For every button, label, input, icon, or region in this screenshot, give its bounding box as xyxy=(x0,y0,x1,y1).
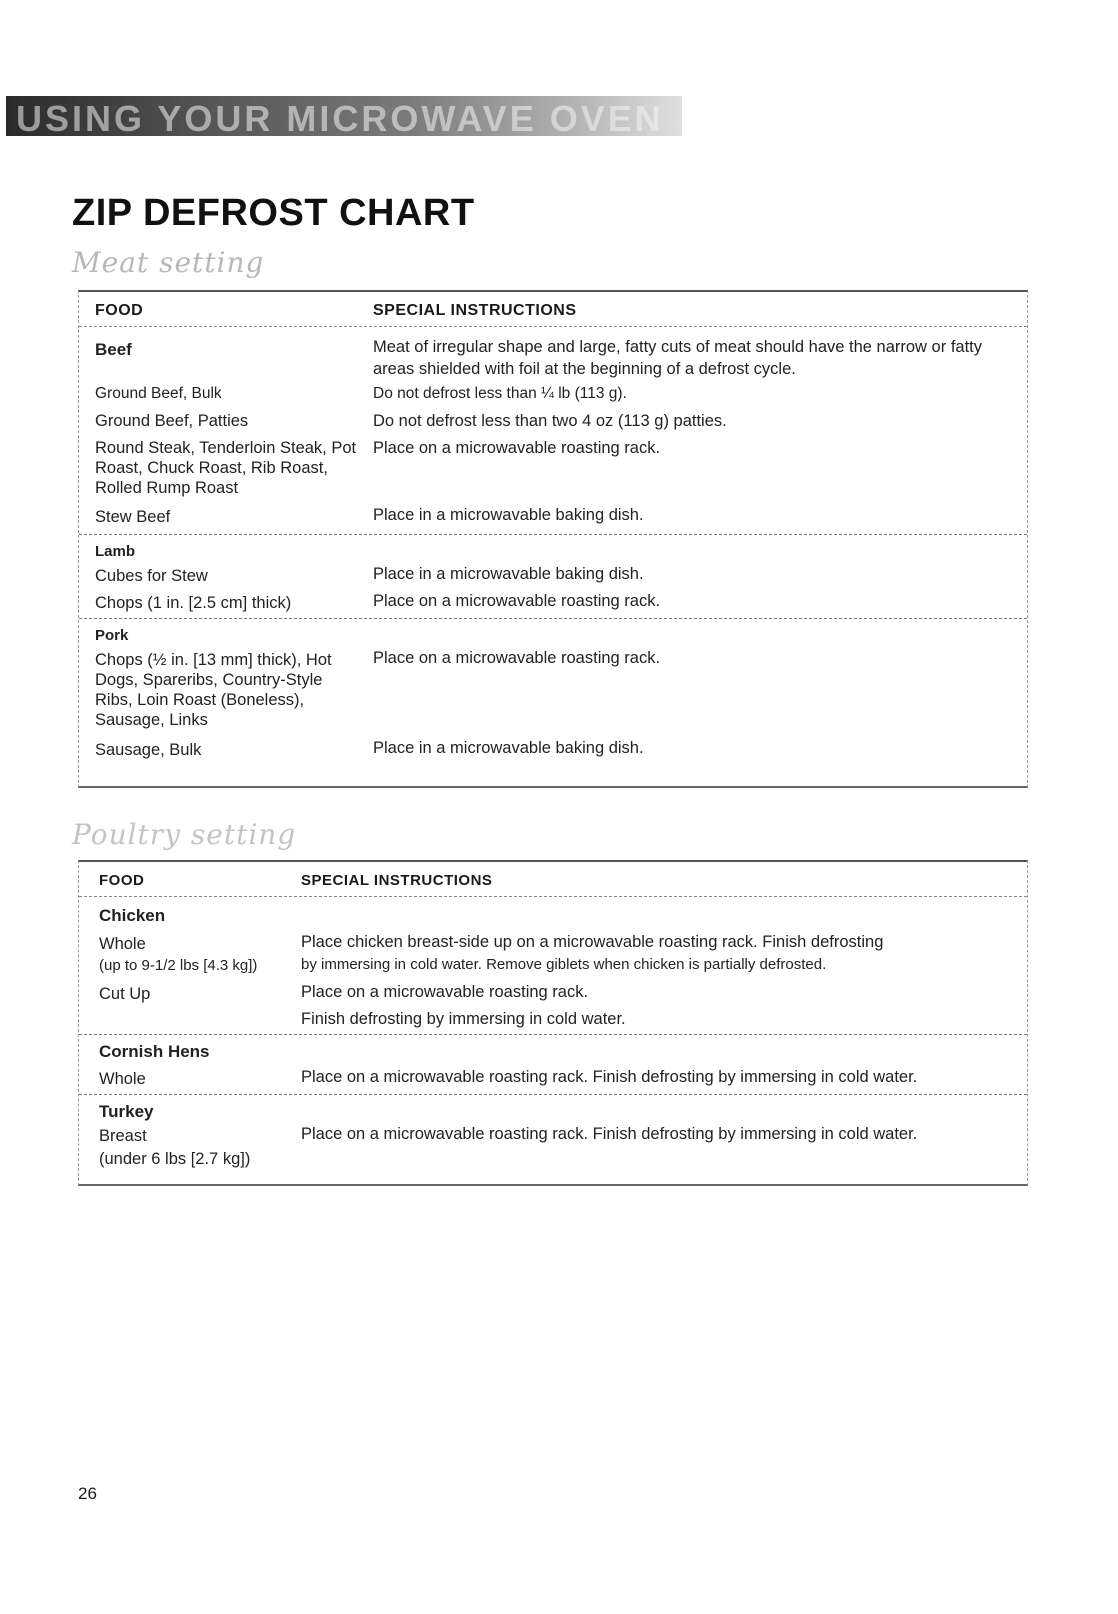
category-cornish-hens: Cornish Hens xyxy=(99,1042,210,1061)
row-divider xyxy=(79,618,1027,619)
meat-col-instructions: SPECIAL INSTRUCTIONS xyxy=(373,302,577,319)
table-row-instructions: Do not defrost less than two 4 oz (113 g) patties. xyxy=(373,412,727,430)
table-row-instructions: Place on a microwavable roasting rack. xyxy=(373,649,661,667)
page-title: ZIP DEFROST CHART xyxy=(72,192,475,234)
meat-setting-heading: Meat setting xyxy=(72,246,265,279)
table-row-food: Cubes for Stew xyxy=(95,567,208,585)
table-row-instructions: Do not defrost less than ¼ lb (113 g). xyxy=(373,385,627,402)
banner-text: USING YOUR MICROWAVE OVEN xyxy=(16,98,664,136)
poultry-col-food: FOOD xyxy=(99,872,145,889)
table-row-food: Ground Beef, Bulk xyxy=(95,385,222,402)
table-row-instructions: Place on a microwavable roasting rack. xyxy=(373,439,661,457)
table-row-instructions: Place in a microwavable baking dish. xyxy=(373,506,644,524)
table-row-instructions: Place chicken breast-side up on a microwavable roasting rack. Finish defrosting xyxy=(301,933,884,951)
table-row-instructions: Place on a microwavable roasting rack. xyxy=(301,983,589,1001)
table-row-instructions: Finish defrosting by immersing in cold water. xyxy=(301,1010,626,1028)
table-row-food: Chops (1 in. [2.5 cm] thick) xyxy=(95,594,292,612)
table-row-food: Ground Beef, Patties xyxy=(95,412,249,430)
category-lamb: Lamb xyxy=(95,543,136,560)
table-row-food: Sausage, Bulk xyxy=(95,741,202,759)
table-row-food: Stew Beef xyxy=(95,508,171,526)
beef-note: Meat of irregular shape and large, fatty cuts of meat should have the narrow or fatty areas shielded with foil at the beginning of a defrost cycle. xyxy=(373,338,982,378)
row-divider xyxy=(79,534,1027,535)
section-banner xyxy=(6,96,682,136)
poultry-col-instructions: SPECIAL INSTRUCTIONS xyxy=(301,872,493,889)
category-turkey: Turkey xyxy=(99,1102,154,1121)
table-row-instructions: Place on a microwavable roasting rack. Finish defrosting by immersing in cold water. xyxy=(301,1125,918,1143)
table-row-food: Breast xyxy=(99,1127,147,1145)
table-row-food: Whole xyxy=(99,935,146,953)
table-row-instructions: Place in a microwavable baking dish. xyxy=(373,739,644,757)
category-pork: Pork xyxy=(95,627,129,644)
table-row-food-detail: (up to 9-1/2 lbs [4.3 kg]) xyxy=(99,957,258,974)
poultry-setting-heading: Poultry setting xyxy=(72,818,297,851)
meat-defrost-table xyxy=(78,290,1028,788)
meat-col-food: FOOD xyxy=(95,302,144,319)
table-row-instructions: by immersing in cold water. Remove giblets when chicken is partially defrosted. xyxy=(301,956,827,973)
table-row-food: Round Steak, Tenderloin Steak, Pot Roast, Chuck Roast, Rib Roast, Rolled Rump Roast xyxy=(95,439,357,497)
category-beef: Beef xyxy=(95,340,132,359)
meat-table-header xyxy=(79,292,1027,327)
table-row-instructions: Place on a microwavable roasting rack. Finish defrosting by immersing in cold water. xyxy=(301,1068,918,1086)
category-chicken: Chicken xyxy=(99,906,166,925)
poultry-defrost-table xyxy=(78,860,1028,1186)
page-number: 26 xyxy=(78,1484,97,1503)
table-row-food: Chops (½ in. [13 mm] thick), Hot Dogs, Spareribs, Country-Style Ribs, Loin Roast (Boneless), Sausage, Links xyxy=(95,651,332,729)
row-divider xyxy=(79,1034,1027,1035)
table-row-food: Whole xyxy=(99,1070,146,1088)
table-row-food-detail: (under 6 lbs [2.7 kg]) xyxy=(99,1150,251,1168)
table-row-food: Cut Up xyxy=(99,985,151,1003)
poultry-table-header xyxy=(79,862,1027,897)
row-divider xyxy=(79,1094,1027,1095)
table-row-instructions: Place in a microwavable baking dish. xyxy=(373,565,644,583)
table-row-instructions: Place on a microwavable roasting rack. xyxy=(373,592,661,610)
